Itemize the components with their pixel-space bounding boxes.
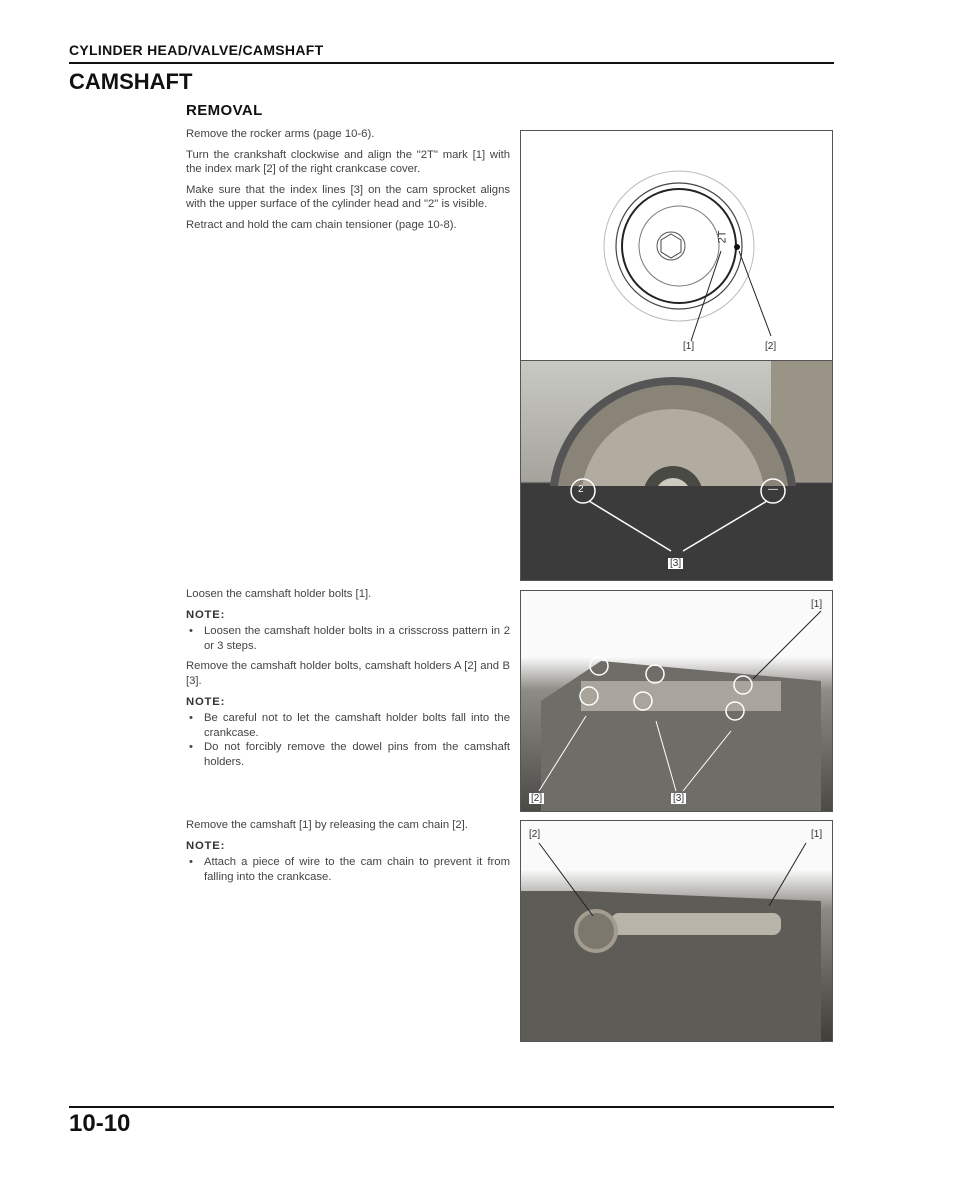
step-text: Remove the camshaft [1] by releasing the cam chain [2].	[186, 819, 468, 831]
cylinder-head-photo	[521, 591, 833, 812]
step-block-3	[186, 818, 510, 890]
sprocket-mark-2: 2	[578, 484, 584, 495]
note-item: • Loosen the camshaft holder bolts in a crisscross pattern in 2 or 3 steps.	[186, 624, 510, 653]
camshaft-removal-photo	[521, 821, 833, 1042]
figure-camshaft-removal	[520, 820, 833, 1042]
note-label: NOTE:	[186, 839, 226, 852]
note-item: • Attach a piece of wire to the cam chain to prevent it from falling into the crankcase.	[186, 855, 510, 884]
step-text: Turn the crankshaft clockwise and align the "2T" mark [1] with the index mark [2] of the right crankcase cover.	[186, 148, 510, 176]
callout-1: [1]	[811, 829, 823, 840]
cam-sprocket-photo	[521, 361, 833, 581]
callout-1: [1]	[683, 341, 695, 352]
note-item: • Do not forcibly remove the dowel pins from the camshaft holders.	[186, 740, 510, 769]
step-text: Remove the rocker arms (page 10-6).	[186, 128, 375, 140]
subtitle: REMOVAL	[186, 102, 263, 119]
step-block-2	[186, 587, 510, 776]
note-label: NOTE:	[186, 608, 226, 621]
section-header: CYLINDER HEAD/VALVE/CAMSHAFT	[69, 42, 324, 58]
callout-2: [2]	[765, 341, 777, 352]
mark-2t: 2T	[716, 230, 729, 244]
step-text: Make sure that the index lines [3] on the cam sprocket aligns with the upper surface of the cylinder head and "2" is visible.	[186, 183, 510, 211]
figure-cam-sprocket	[520, 360, 833, 581]
callout-3: [3]	[673, 793, 685, 804]
page-title: CAMSHAFT	[69, 69, 193, 94]
footer-rule	[69, 1106, 834, 1108]
note-item: • Be careful not to let the camshaft holder bolts fall into the crankcase.	[186, 711, 510, 740]
callout-2: [2]	[529, 829, 541, 840]
step-block-1	[186, 127, 510, 239]
note-label: NOTE:	[186, 695, 226, 708]
crankshaft-diagram	[521, 131, 833, 361]
callout-3: [3]	[670, 558, 682, 569]
sprocket-mark-line: —	[768, 484, 778, 495]
callout-2: [2]	[531, 793, 543, 804]
header-rule	[69, 62, 834, 64]
figure-timing-mark	[520, 130, 833, 361]
step-text: Remove the camshaft holder bolts, camshaft holders A [2] and B [3].	[186, 660, 510, 687]
figure-holder-bolts	[520, 590, 833, 812]
step-text: Loosen the camshaft holder bolts [1].	[186, 588, 372, 600]
step-text: Retract and hold the cam chain tensioner (page 10-8).	[186, 218, 457, 231]
page-number: 10-10	[69, 1110, 131, 1137]
callout-1: [1]	[811, 599, 823, 610]
